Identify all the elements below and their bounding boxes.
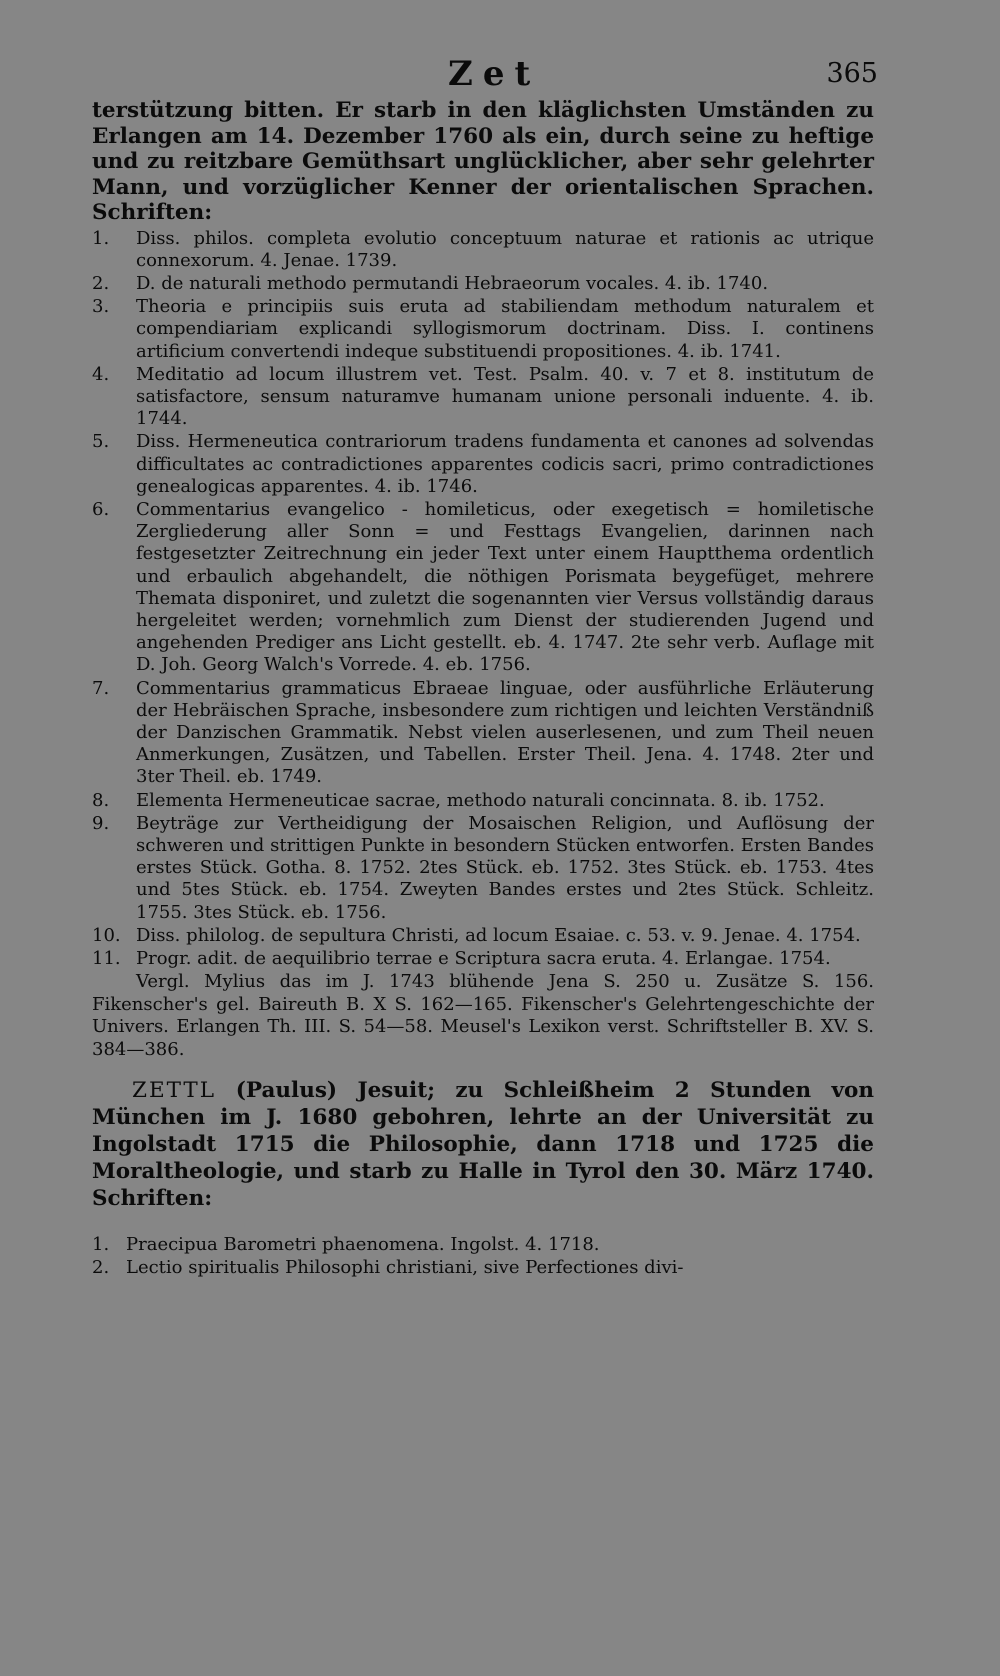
item-number: 1. [92, 1233, 110, 1255]
page-body [92, 98, 874, 1280]
item-number: 9. [92, 812, 110, 834]
list-item [92, 678, 874, 789]
item-text: Commentarius grammaticus Ebraeae linguae, oder ausführliche Erläuterung der Hebräischen Sprache, insbesondere zum richtigen und leichten Verständniß der Danzischen Grammatik. Nebst vielen auserlesenen, und zum Theil neuen Anmerkungen, Zusätzen, und Tabellen. Erster Theil. Jena. 4. 1748. 2ter und 3ter Theil. eb. 1749. [136, 677, 874, 788]
item-number: 8. [92, 789, 110, 811]
references-paragraph: Vergl. Mylius das im J. 1743 blühende Jena S. 250 u. Zusätze S. 156. Fikenscher's gel. Baireuth B. X S. 162—165. Fikenscher's Gelehrtengeschichte der Univers. Erlangen Th. III. S. 54—58. Meusel's Lexikon verst. Schriftsteller B. XV. S. 384—386. [92, 971, 874, 1060]
works-list [92, 228, 874, 971]
item-text: Diss. philos. completa evolutio conceptuum naturae et rationis ac utrique connexorum. 4. Jenae. 1739. [136, 227, 874, 271]
entry-name: ZETTL [132, 1078, 216, 1104]
item-number: 11. [92, 948, 121, 969]
item-text: Beyträge zur Vertheidigung der Mosaischen Religion, und Auflösung der schweren und strittigen Punkte in besondern Stücken entworfen. Ersten Bandes erstes Stück. Gotha. 8. 1752. 2tes Stück. eb. 1752. 3tes Stück. eb. 1753. 4tes und 5tes Stück. eb. 1754. Zweyten Bandes erstes und 2tes Stück. Schleitz. 1755. 3tes Stück. eb. 1756. [136, 812, 874, 923]
item-text: Commentarius evangelico - homileticus, oder exegetisch = homiletische Zergliederung aller Sonn = und Festtags Evangelien, darinnen nach festgesetzter Zeitrechnung ein jeder Text unter einem Hauptthema ordentlich und erbaulich abgehandelt, die nöthigen Porismata beygefüget, mehrere Themata disponiret, und zuletzt die sogenannten vier Versus vollständig daraus hergeleitet werden; vornehmlich zum Dienst der studierenden Jugend und angehenden Prediger ans Licht gestellt. eb. 4. 1747. 2te sehr verb. Auflage mit D. Joh. Georg Walch's Vorrede. 4. eb. 1756. [136, 498, 874, 676]
item-text: Progr. adit. de aequilibrio terrae e Scriptura sacra eruta. 4. Erlangae. 1754. [136, 948, 831, 969]
item-text: Lectio spiritualis Philosophi christiani, sive Perfectiones divi- [126, 1256, 684, 1278]
item-number: 5. [92, 431, 110, 453]
entry-zettl [92, 1077, 874, 1212]
item-number: 10. [92, 924, 121, 946]
list-item [92, 364, 874, 431]
item-number: 2. [92, 1256, 110, 1278]
entry-text: (Paulus) Jesuit; zu Schleißheim 2 Stunden von München im J. 1680 gebohren, lehrte an der Universität zu Ingolstadt 1715 die Philosophie, dann 1718 und 1725 die Moraltheologie, und starb zu Halle in Tyrol den 30. März 1740. Schriften: [92, 1078, 874, 1212]
item-number: 3. [92, 296, 110, 318]
list-item [92, 1234, 874, 1256]
list-item [92, 499, 874, 677]
page-number: 365 [826, 58, 878, 89]
list-item [92, 296, 874, 363]
item-text: Diss. philolog. de sepultura Christi, ad locum Esaiae. c. 53. v. 9. Jenae. 4. 1754. [136, 924, 861, 946]
list-item [92, 1257, 874, 1279]
item-text: Praecipua Barometri phaenomena. Ingolst. 4. 1718. [126, 1233, 600, 1255]
item-number: 6. [92, 498, 110, 520]
list-item [92, 431, 874, 498]
list-item [92, 790, 874, 812]
item-text: D. de naturali methodo permutandi Hebraeorum vocales. 4. ib. 1740. [136, 272, 769, 294]
item-number: 4. [92, 363, 110, 385]
list-item [92, 948, 874, 970]
continuation-paragraph: terstützung bitten. Er starb in den kläglichsten Umständen zu Erlangen am 14. Dezember 1760 als ein, durch seine zu heftige und zu reitzbare Gemüthsart unglücklicher, aber sehr gelehrter Mann, und vorzüglicher Kenner der orientalischen Sprachen. Schriften: [92, 98, 874, 225]
list-item [92, 228, 874, 272]
item-text: Elementa Hermeneuticae sacrae, methodo naturali concinnata. 8. ib. 1752. [136, 789, 825, 811]
item-number: 1. [92, 227, 110, 249]
item-text: Meditatio ad locum illustrem vet. Test. Psalm. 40. v. 7 et 8. institutum de satisfactore, sensum naturamve humanam unione personali induente. 4. ib. 1744. [136, 363, 874, 430]
item-text: Theoria e principiis suis eruta ad stabiliendam methodum naturalem et compendiariam explicandi syllogismorum doctrinam. Diss. I. continens artificium convertendi indeque substituendi propositiones. 4. ib. 1741. [136, 296, 874, 362]
list-item [92, 925, 874, 947]
list-item [92, 273, 874, 295]
item-number: 2. [92, 272, 110, 294]
works-list-zettl [92, 1234, 874, 1279]
item-number: 7. [92, 677, 110, 699]
list-item [92, 813, 874, 924]
item-text: Diss. Hermeneutica contrariorum tradens fundamenta et canones ad solvendas difficultates ac contradictiones apparentes codicis sacri, primo contradictiones genealogicas apparentes. 4. ib. 1746. [136, 431, 874, 497]
running-head: Zet [448, 54, 541, 94]
page-header [88, 54, 878, 94]
